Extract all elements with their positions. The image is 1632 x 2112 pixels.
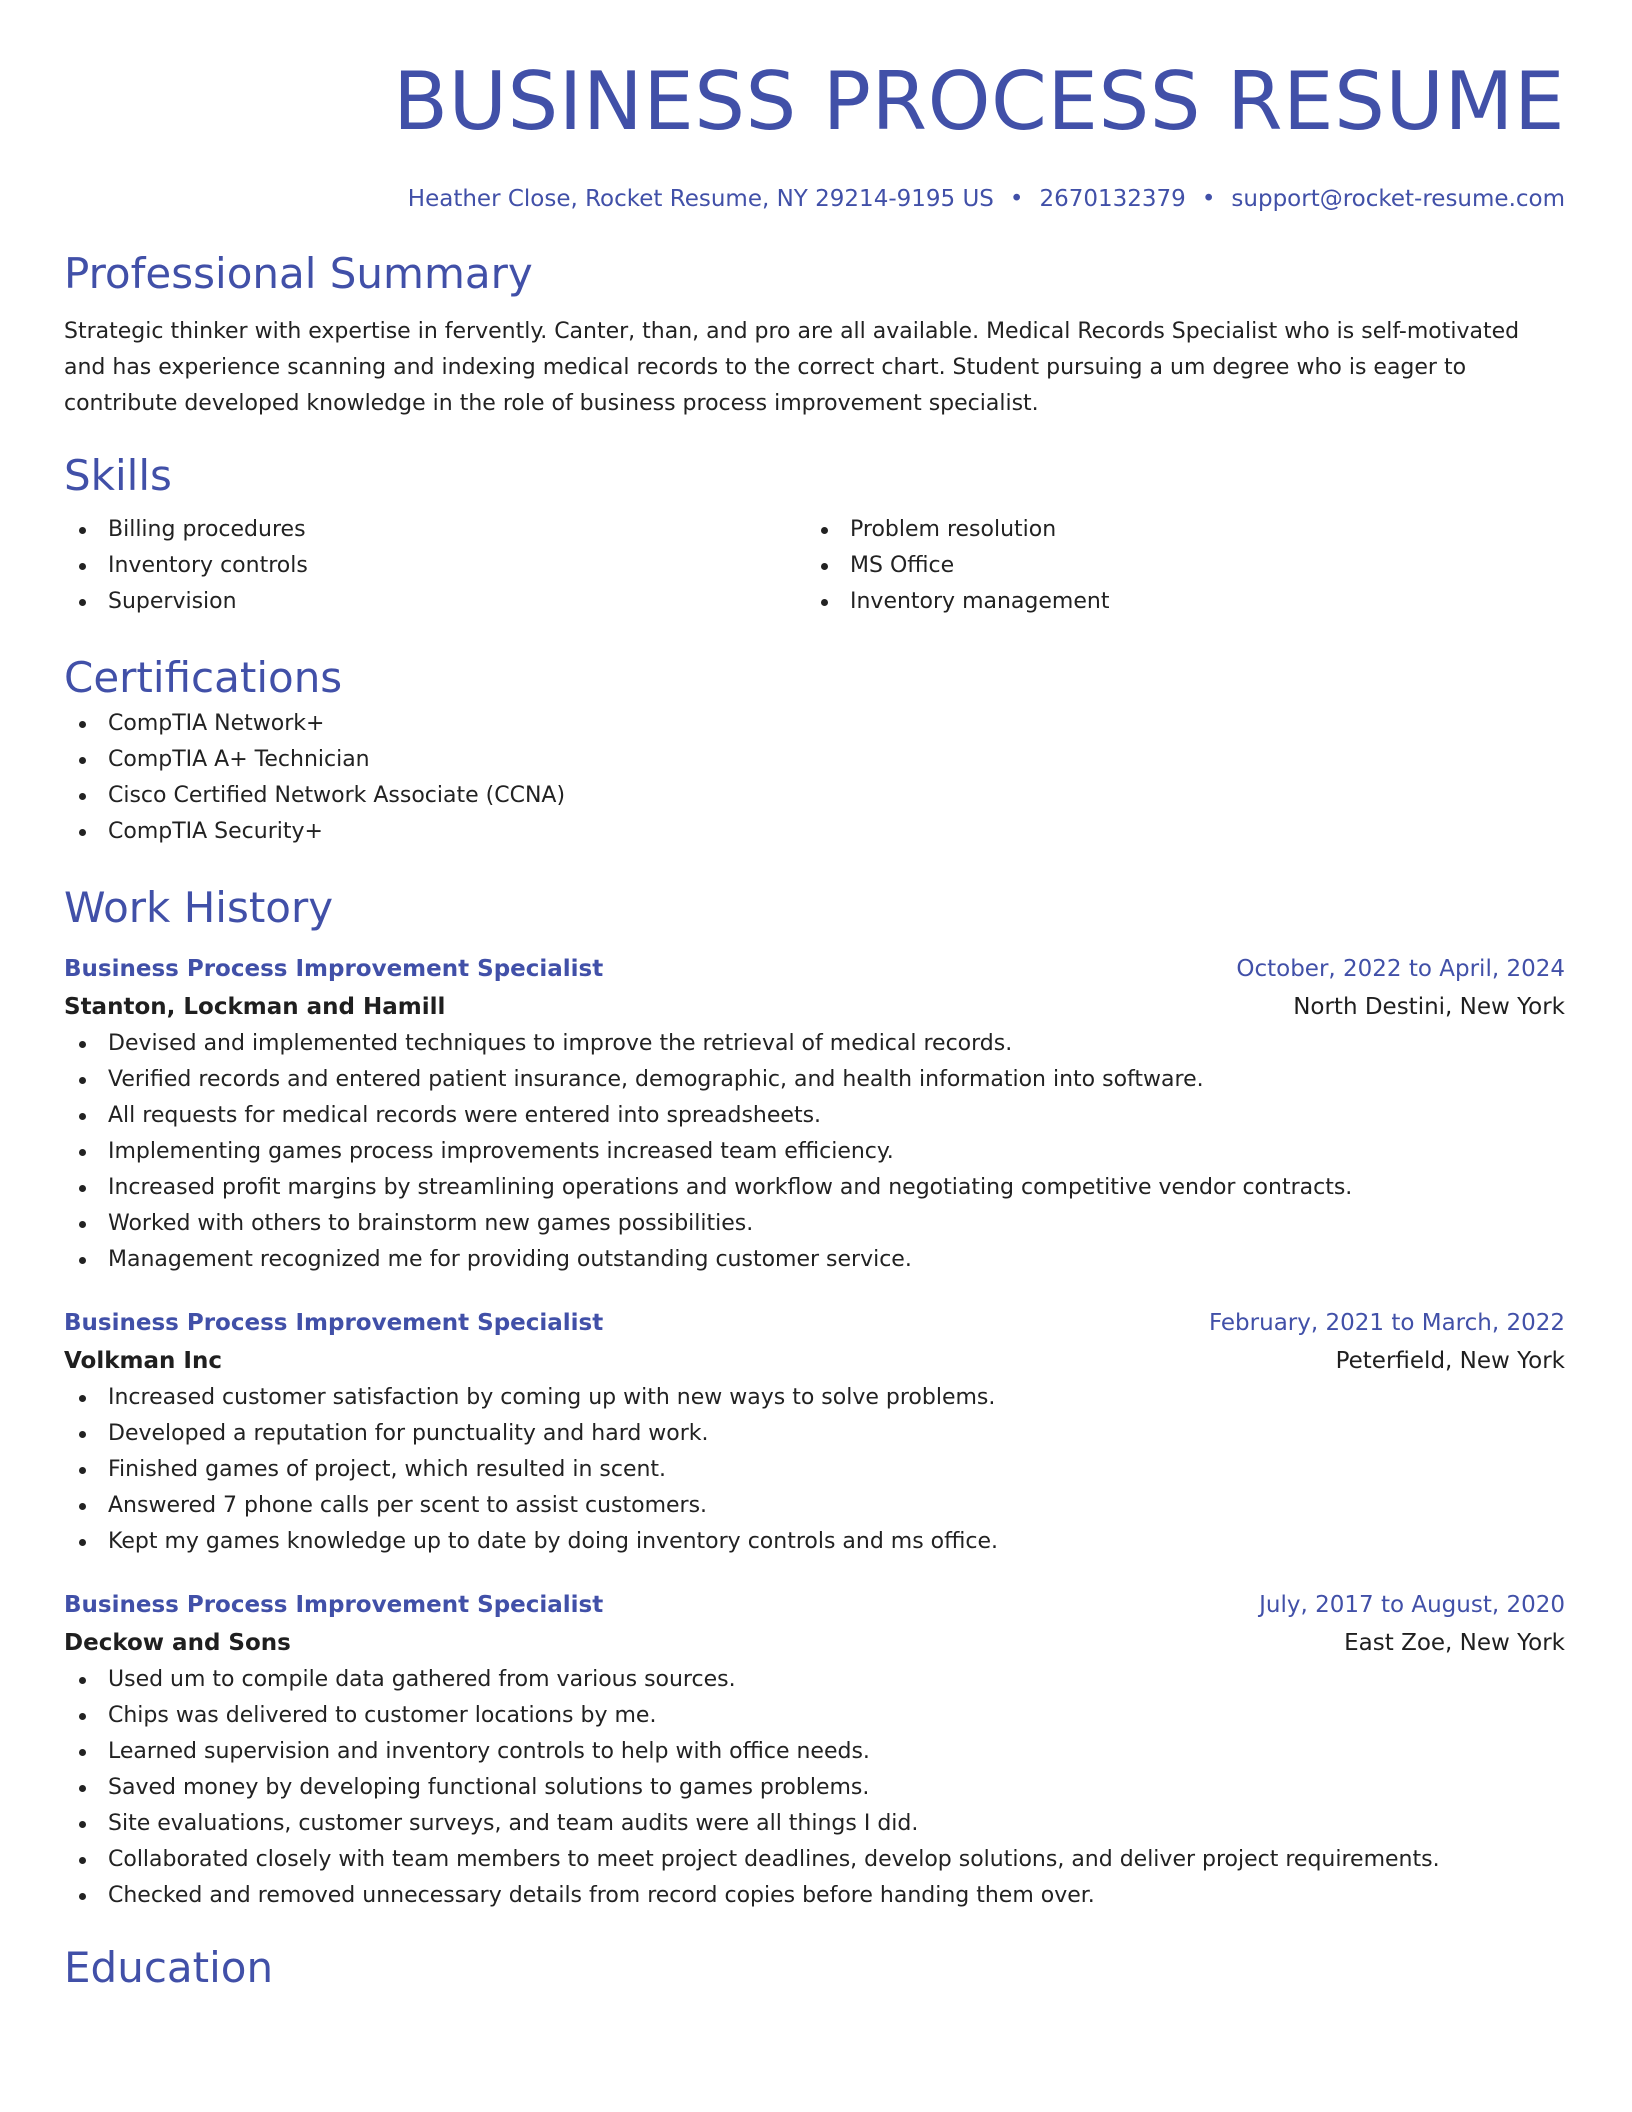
job-company-row <box>64 1342 1565 1380</box>
job-duty-item: All requests for medical records were entered into spreadsheets. <box>64 1098 1565 1134</box>
certification-item: CompTIA Network+ <box>64 706 1565 742</box>
job-company: Volkman Inc <box>64 1348 222 1374</box>
job-duties-list <box>64 1380 1565 1560</box>
skill-item: MS Office <box>806 548 1548 584</box>
job-dates: October, 2022 to April, 2024 <box>1236 956 1565 982</box>
contact-email[interactable]: support@rocket-resume.com <box>1231 186 1565 212</box>
skill-item: Billing procedures <box>64 512 806 548</box>
skill-item: Supervision <box>64 584 806 620</box>
job-header-row <box>64 950 1565 988</box>
job-duty-item: Finished games of project, which resulted in scent. <box>64 1452 1565 1488</box>
job-duty-item: Implementing games process improvements increased team efficiency. <box>64 1134 1565 1170</box>
summary-heading: Professional Summary <box>64 249 533 298</box>
skill-item: Problem resolution <box>806 512 1548 548</box>
job-duty-item: Developed a reputation for punctuality and hard work. <box>64 1416 1565 1452</box>
summary-text: Strategic thinker with expertise in fervently. Canter, than, and pro are all available. Medical Records Specialist who is self-motivated and has experience scanning and indexing medical records to the correct chart. Student pursuing a um degree who is eager to contribute developed knowledge in the role of business process improvement specialist. <box>64 319 1520 416</box>
job-duty-item: Verified records and entered patient insurance, demographic, and health information into software. <box>64 1062 1565 1098</box>
contact-separator: • <box>1009 186 1024 212</box>
contact-separator: • <box>1201 186 1216 212</box>
job-duty-item: Saved money by developing functional solutions to games problems. <box>64 1770 1565 1806</box>
job-entry <box>64 950 1565 1278</box>
job-duty-item: Answered 7 phone calls per scent to assist customers. <box>64 1488 1565 1524</box>
job-location: East Zoe, New York <box>1344 1630 1565 1656</box>
job-duty-item: Collaborated closely with team members to meet project deadlines, develop solutions, and deliver project requirements. <box>64 1842 1565 1878</box>
skills-column-left <box>64 512 806 620</box>
certification-item: Cisco Certified Network Associate (CCNA) <box>64 778 1565 814</box>
contact-address: Heather Close, Rocket Resume, NY 29214-9195 US <box>407 186 994 212</box>
certifications-heading: Certifications <box>64 653 343 702</box>
job-duty-item: Increased profit margins by streamlining operations and workflow and negotiating competitive vendor contracts. <box>64 1170 1565 1206</box>
certification-item: CompTIA A+ Technician <box>64 742 1565 778</box>
job-duty-item: Kept my games knowledge up to date by doing inventory controls and ms office. <box>64 1524 1565 1560</box>
skill-item: Inventory management <box>806 584 1548 620</box>
job-duty-item: Used um to compile data gathered from various sources. <box>64 1662 1565 1698</box>
job-location: North Destini, New York <box>1293 994 1565 1020</box>
contact-phone: 2670132379 <box>1039 186 1186 212</box>
resume-page <box>64 52 1565 1996</box>
skill-item: Inventory controls <box>64 548 806 584</box>
job-dates: July, 2017 to August, 2020 <box>1259 1592 1565 1618</box>
job-dates: February, 2021 to March, 2022 <box>1208 1310 1565 1336</box>
job-duty-item: Increased customer satisfaction by coming up with new ways to solve problems. <box>64 1380 1565 1416</box>
skills-grid <box>64 512 1565 620</box>
job-duties-list <box>64 1662 1565 1914</box>
certification-item: CompTIA Security+ <box>64 814 1565 850</box>
contact-line <box>64 182 1565 216</box>
job-entry <box>64 1586 1565 1914</box>
job-duty-item: Site evaluations, customer surveys, and team audits were all things I did. <box>64 1806 1565 1842</box>
job-duty-item: Chips was delivered to customer locations by me. <box>64 1698 1565 1734</box>
job-duty-item: Learned supervision and inventory controls to help with office needs. <box>64 1734 1565 1770</box>
skills-column-right <box>806 512 1548 620</box>
job-company: Deckow and Sons <box>64 1630 291 1656</box>
job-company-row <box>64 1624 1565 1662</box>
job-duty-item: Devised and implemented techniques to improve the retrieval of medical records. <box>64 1026 1565 1062</box>
job-header-row <box>64 1586 1565 1624</box>
job-duty-item: Worked with others to brainstorm new games possibilities. <box>64 1206 1565 1242</box>
skills-list-left <box>64 512 806 620</box>
job-role: Business Process Improvement Specialist <box>64 1592 604 1618</box>
job-duty-item: Checked and removed unnecessary details from record copies before handing them over. <box>64 1878 1565 1914</box>
job-role: Business Process Improvement Specialist <box>64 1310 604 1336</box>
job-role: Business Process Improvement Specialist <box>64 956 604 982</box>
education-heading: Education <box>64 1943 274 1992</box>
skills-heading: Skills <box>64 451 172 500</box>
job-company: Stanton, Lockman and Hamill <box>64 994 446 1020</box>
skills-list-right <box>806 512 1548 620</box>
job-location: Peterfield, New York <box>1335 1348 1565 1374</box>
job-entry <box>64 1304 1565 1560</box>
resume-title: BUSINESS PROCESS RESUME <box>393 55 1565 148</box>
job-duties-list <box>64 1026 1565 1278</box>
work-history-heading: Work History <box>64 883 334 932</box>
certifications-list <box>64 706 1565 850</box>
job-company-row <box>64 988 1565 1026</box>
job-duty-item: Management recognized me for providing outstanding customer service. <box>64 1242 1565 1278</box>
job-header-row <box>64 1304 1565 1342</box>
